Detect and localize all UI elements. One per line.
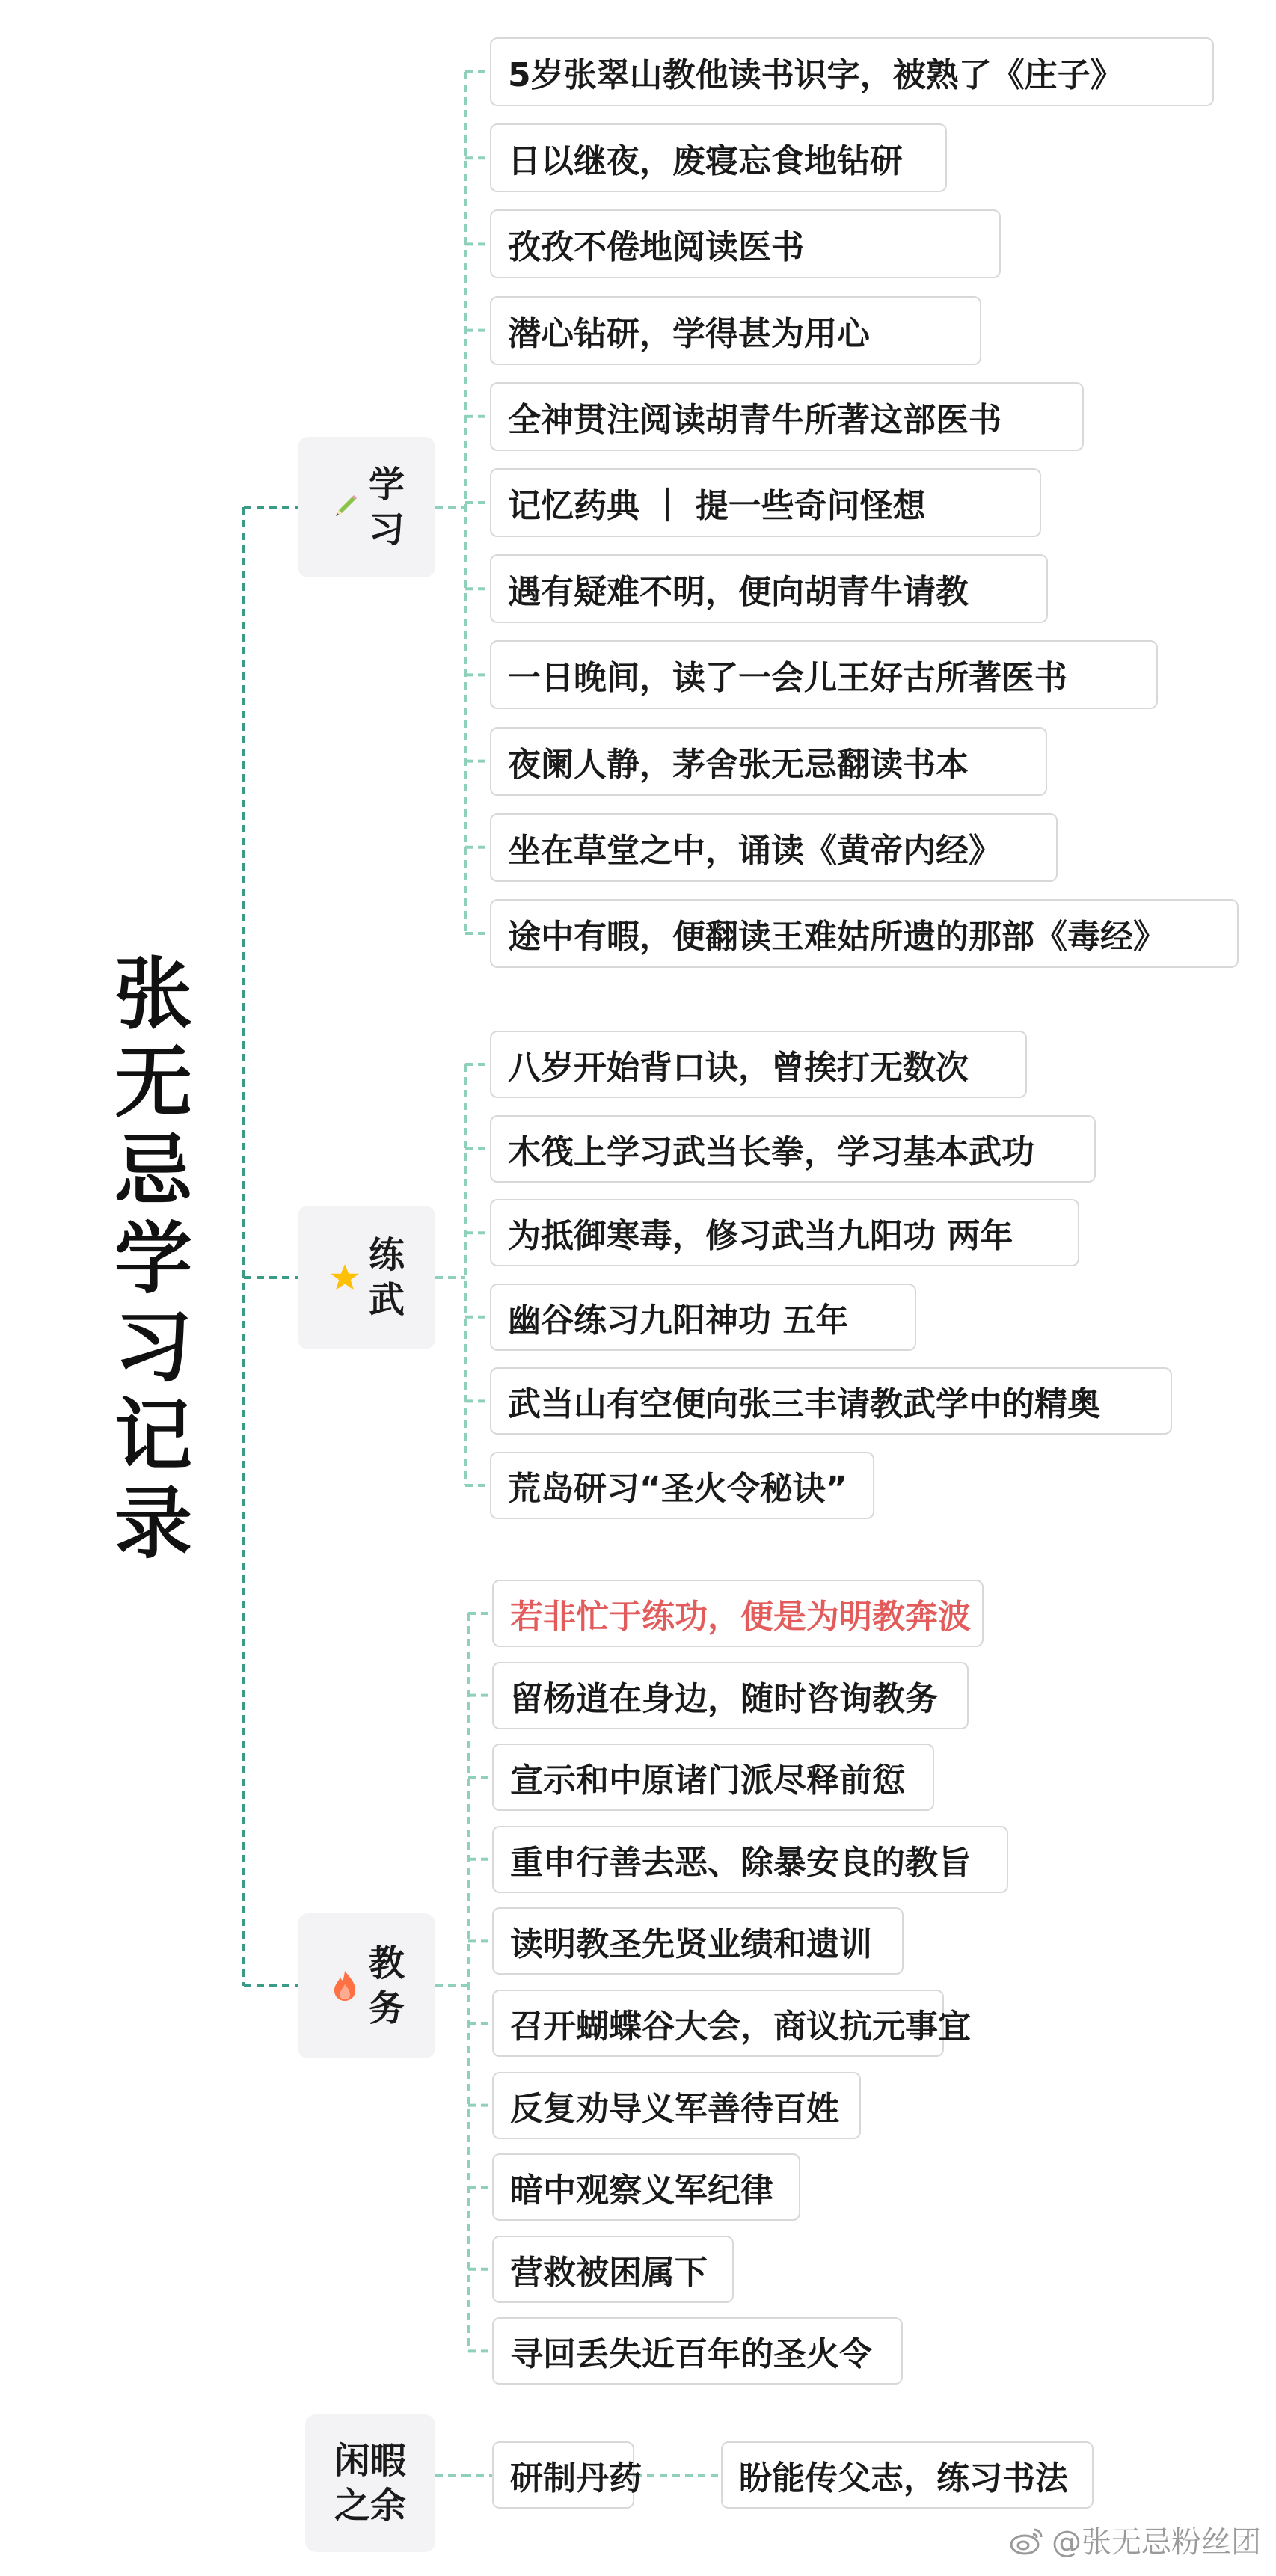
branch-label-line: 武 [368, 1279, 405, 1321]
leaf-item[interactable]: 若非忙于练功，便是为明教奔波 [492, 1580, 984, 1647]
leaf-item[interactable]: 召开蝴蝶谷大会，商议抗元事宜 [492, 1990, 944, 2057]
leaf-item[interactable]: 寻回丢失近百年的圣火令 [492, 2317, 903, 2385]
leaf-item[interactable]: 读明教圣先贤业绩和遗训 [492, 1907, 904, 1975]
branch-label-line: 闲暇 [334, 2440, 406, 2482]
branch-label-line: 学 [368, 464, 405, 506]
title-char: 张 [114, 948, 192, 1040]
leaf-item[interactable]: 武当山有空便向张三丰请教武学中的精奥 [490, 1367, 1172, 1435]
leaf-item[interactable]: 记忆药典 ｜ 提一些奇问怪想 [490, 468, 1041, 537]
leaf-item[interactable]: 研制丹药 [492, 2441, 634, 2509]
branch-jiaowu[interactable] [298, 1913, 435, 2058]
branch-label-line: 练 [368, 1234, 405, 1276]
leaf-item[interactable]: 宣示和中原诸门派尽释前愆 [492, 1744, 934, 1811]
leaf-item[interactable]: 重申行善去恶、除暴安良的教旨 [492, 1826, 1008, 1893]
leaf-item[interactable]: 全神贯注阅读胡青牛所著这部医书 [490, 382, 1084, 451]
leaf-item[interactable]: 荒岛研习“圣火令秘诀” [490, 1452, 874, 1519]
leaf-item[interactable]: 八岁开始背口诀，曾挨打无数次 [490, 1031, 1027, 1098]
star-icon [328, 1261, 361, 1294]
leaf-item[interactable]: 幽谷练习九阳神功 五年 [490, 1284, 916, 1351]
watermark [1010, 2518, 1261, 2561]
title-char: 录 [114, 1478, 192, 1569]
title-char: 学 [114, 1213, 192, 1304]
mindmap-title [105, 950, 202, 1568]
title-char: 习 [114, 1301, 192, 1393]
title-char: 忌 [114, 1125, 192, 1216]
fire-icon [328, 1969, 361, 2002]
leaf-item[interactable]: 木筏上学习武当长拳，学习基本武功 [490, 1115, 1096, 1183]
pencil-icon [328, 491, 361, 524]
leaf-item[interactable]: 坐在草堂之中，诵读《黄帝内经》 [490, 813, 1058, 882]
branch-label-line: 务 [368, 1987, 405, 2029]
branch-label-line: 教 [368, 1942, 405, 1984]
leaf-item[interactable]: 暗中观察义军纪律 [492, 2153, 800, 2221]
leaf-item[interactable]: 留杨逍在身边，随时咨询教务 [492, 1662, 969, 1729]
leaf-item[interactable]: 日以继夜，废寝忘食地钻研 [490, 123, 947, 192]
branch-label-line: 习 [368, 509, 405, 551]
branch-xuexi[interactable] [298, 437, 435, 577]
leaf-item[interactable]: 孜孜不倦地阅读医书 [490, 209, 1001, 278]
leaf-item[interactable]: 潜心钻研，学得甚为用心 [490, 296, 981, 365]
branch-label [369, 462, 405, 552]
title-char: 记 [114, 1390, 192, 1481]
weibo-icon [1010, 2525, 1044, 2555]
branch-label-line: 之余 [334, 2485, 406, 2527]
branch-label [369, 1941, 405, 2031]
leaf-item[interactable]: 一日晚间，读了一会儿王好古所著医书 [490, 640, 1158, 709]
title-char: 无 [114, 1037, 192, 1128]
leaf-item[interactable]: 遇有疑难不明，便向胡青牛请教 [490, 554, 1048, 623]
leaf-item[interactable]: 反复劝导义军善待百姓 [492, 2072, 861, 2139]
branch-lianwu[interactable] [298, 1206, 435, 1349]
leaf-item[interactable]: 营救被困属下 [492, 2236, 734, 2303]
leaf-item[interactable]: 途中有暇，便翻读王难姑所遗的那部《毒经》 [490, 899, 1239, 968]
leaf-item[interactable]: 夜阑人静，茅舍张无忌翻读书本 [490, 727, 1047, 796]
leaf-item[interactable]: 为抵御寒毒，修习武当九阳功 两年 [490, 1199, 1079, 1266]
branch-label [334, 2438, 406, 2528]
branch-label [369, 1233, 405, 1322]
leaf-item[interactable]: 5岁张翠山教他读书识字，被熟了《庄子》 [490, 37, 1214, 106]
branch-xianxia[interactable] [305, 2414, 435, 2552]
watermark-text: @张无忌粉丝团 [1052, 2525, 1261, 2560]
leaf-subitem[interactable]: 盼能传父志，练习书法 [721, 2441, 1094, 2509]
